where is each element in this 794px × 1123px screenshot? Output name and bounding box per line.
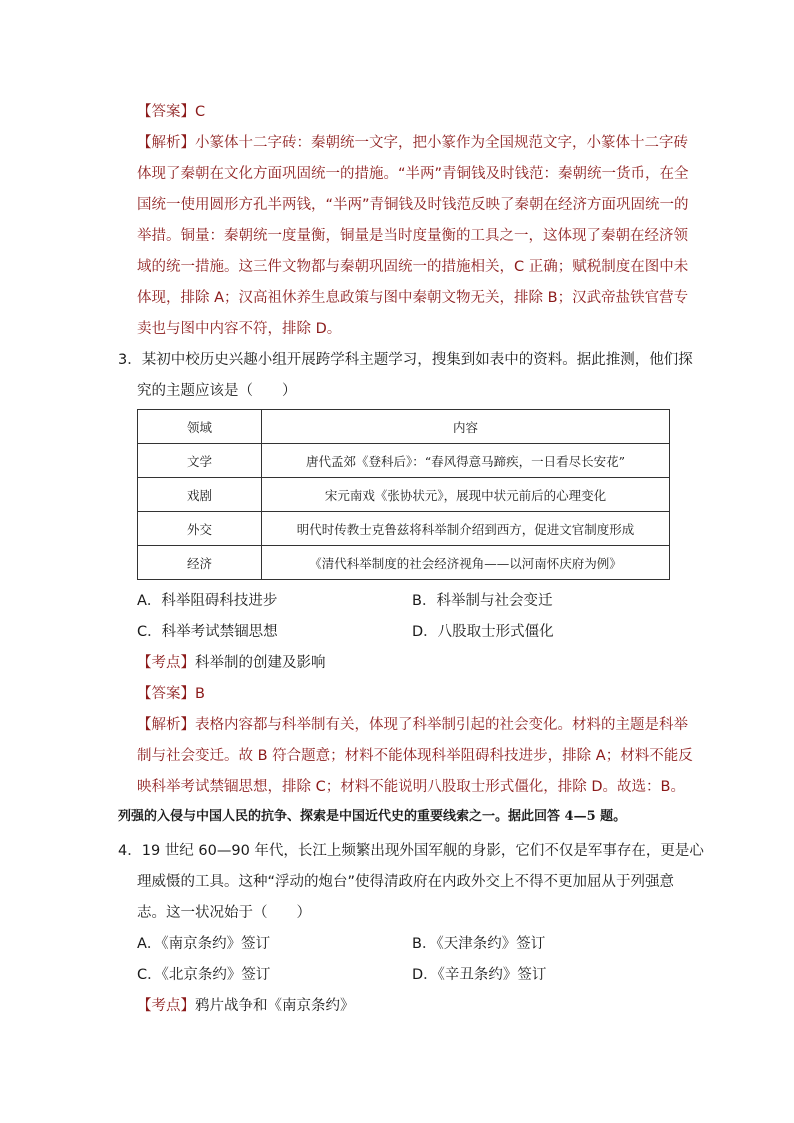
option-b: B．《天津条约》签订 [412, 936, 546, 952]
table-cell-content: 宋元南戏《张协状元》，展现中状元前后的心理变化 [262, 478, 670, 512]
option-d: D．《辛丑条约》签订 [412, 967, 547, 983]
table-row [138, 546, 670, 580]
table-cell-field: 外交 [138, 512, 262, 546]
question-4-kaodian [137, 996, 355, 1016]
question-3-stem: 究的主题应该是（ ） [137, 383, 297, 399]
answer-tag: 【答案】 [137, 104, 195, 120]
question-3-table [137, 409, 670, 580]
question-3-kaodian [137, 653, 326, 673]
table-row [138, 478, 670, 512]
table-cell-content: 唐代孟郊《登科后》：“春风得意马蹄疾，一日看尽长安花” [262, 444, 670, 478]
table-cell-field: 文学 [138, 444, 262, 478]
table-row [138, 444, 670, 478]
table-cell-field: 戏剧 [138, 478, 262, 512]
kaodian-tag: 【考点】 [137, 998, 195, 1014]
prev-answer [137, 102, 205, 122]
table-cell-content: 明代时传教士克鲁兹将科举制介绍到西方，促进文官制度形成 [262, 512, 670, 546]
answer-value: C [195, 104, 206, 120]
kaodian-tag: 【考点】 [137, 655, 195, 671]
option-a: A．科举阻碍科技进步 [137, 593, 278, 609]
answer-tag: 【答案】 [137, 686, 195, 702]
answer-value: B [195, 686, 205, 702]
kaodian-value: 鸦片战争和《南京条约》 [195, 998, 355, 1014]
option-a: A．《南京条约》签订 [137, 936, 271, 952]
question-3-answer [137, 684, 205, 704]
question-3-analysis-line: 映科举考试禁锢思想，排除 C；材料不能说明八股取士形式僵化，排除 D。故选：B。 [137, 779, 685, 795]
section-intro: 列强的入侵与中国人民的抗争、探索是中国近代史的重要线索之一。据此回答 4—5 题。 [118, 809, 627, 824]
question-4-stem: 4．19 世纪 60—90 年代，长江上频繁出现外国军舰的身影，它们不仅是军事存在，更是心 [118, 843, 704, 859]
table-cell-content: 《清代科举制度的社会经济视角——以河南怀庆府为例》 [262, 546, 670, 580]
prev-analysis-line: 举措。铜量：秦朝统一度量衡，铜量是当时度量衡的工具之一，这体现了秦朝在经济领 [137, 228, 688, 244]
table-cell-field: 经济 [138, 546, 262, 580]
option-d: D．八股取士形式僵化 [412, 624, 554, 640]
prev-analysis-line: 体现，排除 A；汉高祖休养生息政策与图中秦朝文物无关，排除 B；汉武帝盐铁官营专 [137, 290, 689, 306]
question-4-stem: 理威慑的工具。这种“浮动的炮台”使得清政府在内政外交上不得不更加屈从于列强意 [137, 874, 675, 890]
question-3-stem: 3．某初中校历史兴趣小组开展跨学科主题学习，搜集到如表中的资料。据此推测，他们探 [118, 352, 693, 368]
prev-analysis-line: 域的统一措施。这三件文物都与秦朝巩固统一的措施相关，C 正确；赋税制度在图中未 [137, 259, 689, 275]
question-3-analysis-line: 制与社会变迁。故 B 符合题意；材料不能体现科举阻碍科技进步，排除 A；材料不能反 [137, 748, 693, 764]
option-c: C．科举考试禁锢思想 [137, 624, 278, 640]
analysis-tag: 【解析】 [137, 135, 195, 151]
table-header-row [138, 410, 670, 444]
table-header-cell: 内容 [262, 410, 670, 444]
kaodian-value: 科举制的创建及影响 [195, 655, 326, 671]
analysis-tag: 【解析】 [137, 717, 195, 733]
option-c: C．《北京条约》签订 [137, 967, 271, 983]
table-header-cell: 领域 [138, 410, 262, 444]
question-4-stem: 志。这一状况始于（ ） [137, 905, 311, 921]
question-3-analysis-line: 【解析】表格内容都与科举制有关，体现了科举制引起的社会变化。材料的主题是科举 [137, 717, 688, 733]
prev-analysis-line: 国统一使用圆形方孔半两钱，“半两”青铜钱及时钱范反映了秦朝在经济方面巩固统一的 [137, 197, 689, 213]
option-b: B．科举制与社会变迁 [412, 593, 553, 609]
prev-analysis-line: 卖也与图中内容不符，排除 D。 [137, 321, 342, 337]
table-row [138, 512, 670, 546]
prev-analysis-line: 【解析】小篆体十二字砖：秦朝统一文字，把小篆作为全国规范文字，小篆体十二字砖 [137, 135, 688, 151]
prev-analysis-line: 体现了秦朝在文化方面巩固统一的措施。“半两”青铜钱及时钱范：秦朝统一货币，在全 [137, 166, 689, 182]
